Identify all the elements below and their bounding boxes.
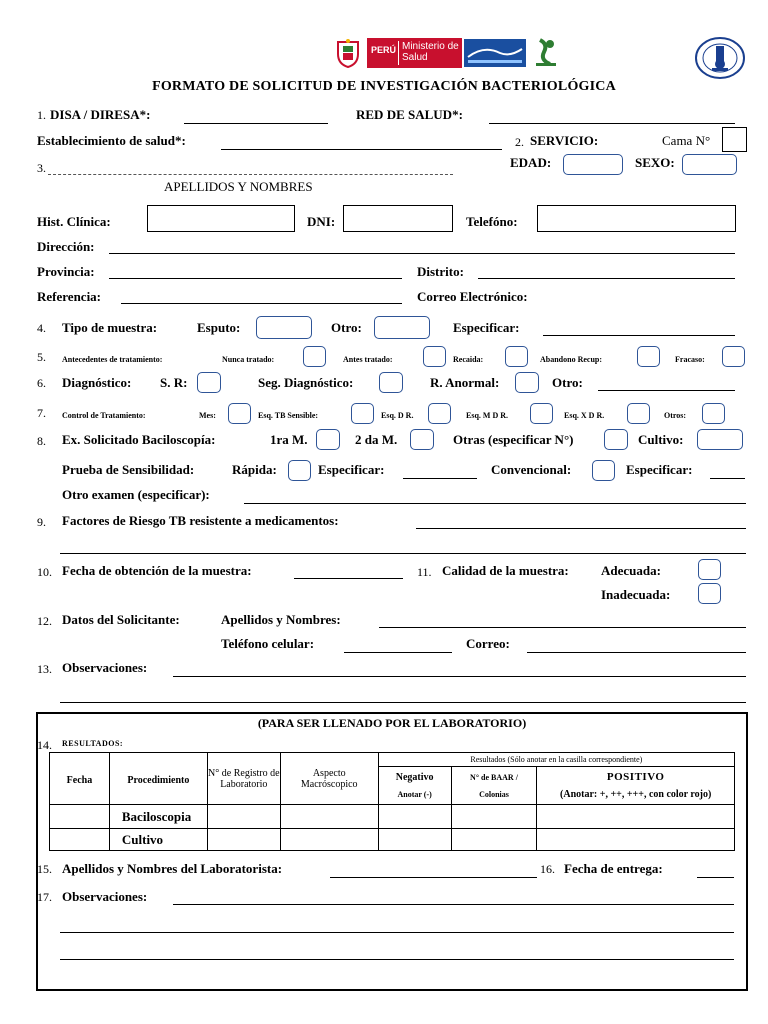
hist-clinica-field[interactable] bbox=[147, 205, 295, 232]
observaciones-label: Observaciones: bbox=[62, 660, 148, 675]
item-number-13: 13. bbox=[37, 662, 52, 676]
especificar-convencional-field[interactable] bbox=[710, 478, 745, 479]
fecha-obtencion-field[interactable] bbox=[294, 578, 403, 579]
factores-riesgo-label: Factores de Riesgo TB resistente a medicamentos: bbox=[62, 513, 339, 528]
fecha-cell[interactable] bbox=[50, 829, 110, 851]
correo-solicitante-field[interactable] bbox=[527, 652, 746, 653]
convencional-label: Convencional: bbox=[491, 462, 572, 477]
item-number-5: 5. bbox=[37, 350, 46, 364]
item-number-3: 3. bbox=[37, 161, 46, 175]
referencia-label: Referencia: bbox=[37, 289, 102, 304]
especificar-rapida-field[interactable] bbox=[403, 478, 477, 479]
col-negativo-header: Negativo Anotar (-) bbox=[378, 767, 451, 805]
esq-mdr-checkbox[interactable] bbox=[530, 403, 553, 424]
seg-diagnostico-checkbox[interactable] bbox=[379, 372, 403, 393]
otro-examen-field[interactable] bbox=[244, 503, 746, 504]
lab-observaciones-field-1[interactable] bbox=[173, 904, 734, 905]
laboratorista-field[interactable] bbox=[330, 877, 537, 878]
laboratorista-label: Apellidos y Nombres del Laboratorista: bbox=[62, 861, 283, 876]
direccion-field[interactable] bbox=[109, 253, 735, 254]
results-table bbox=[49, 752, 735, 851]
primera-muestra-label: 1ra M. bbox=[270, 432, 308, 447]
item-number-8: 8. bbox=[37, 434, 46, 448]
cultivo-checkbox[interactable] bbox=[697, 429, 743, 450]
otro-diagnostico-field[interactable] bbox=[598, 390, 735, 391]
esq-dr-checkbox[interactable] bbox=[428, 403, 451, 424]
item-number-9: 9. bbox=[37, 515, 46, 529]
otros-control-checkbox[interactable] bbox=[702, 403, 725, 424]
segunda-muestra-label: 2 da M. bbox=[355, 432, 398, 447]
diagnostico-label: Diagnóstico: bbox=[62, 375, 132, 390]
item-number-6: 6. bbox=[37, 376, 46, 390]
otro-muestra-checkbox[interactable] bbox=[374, 316, 430, 339]
sexo-label: SEXO: bbox=[635, 155, 675, 170]
item-number-14: 14. bbox=[37, 738, 52, 752]
calidad-muestra-label: Calidad de la muestra: bbox=[442, 563, 569, 578]
item-number-17: 17. bbox=[37, 890, 52, 904]
col-fecha-header: Fecha bbox=[50, 753, 110, 805]
fracaso-label: Fracaso: bbox=[675, 355, 705, 364]
establecimiento-label: Establecimiento de salud*: bbox=[37, 133, 186, 148]
recaida-label: Recaida: bbox=[453, 355, 484, 364]
negativo-cell[interactable] bbox=[378, 805, 451, 829]
item-number-1: 1. bbox=[37, 108, 46, 122]
correo-solicitante-label: Correo: bbox=[466, 636, 510, 651]
factores-riesgo-field-2[interactable] bbox=[60, 553, 746, 554]
observaciones-field-1[interactable] bbox=[173, 676, 746, 677]
rapida-checkbox[interactable] bbox=[288, 460, 311, 481]
primera-muestra-checkbox[interactable] bbox=[316, 429, 340, 450]
esq-dr-label: Esq. D R. bbox=[381, 411, 414, 420]
col-resultados-header: Resultados (Sólo anotar en la casilla correspondiente) bbox=[378, 753, 734, 767]
abandono-label: Abandono Recup: bbox=[540, 355, 603, 364]
col-aspecto-header: Aspecto Macróscopico bbox=[280, 753, 378, 805]
negativo-cell[interactable] bbox=[378, 829, 451, 851]
col-registro-header: N° de Registro de Laboratorio bbox=[207, 753, 280, 805]
item-number-7: 7. bbox=[37, 406, 46, 420]
esq-mdr-label: Esq. M D R. bbox=[466, 411, 509, 420]
esputo-checkbox[interactable] bbox=[256, 316, 312, 339]
table-row bbox=[50, 805, 735, 829]
esq-sensible-label: Esq. TB Sensible: bbox=[258, 411, 319, 420]
aspecto-cell[interactable] bbox=[280, 805, 378, 829]
laboratory-seal-logo bbox=[694, 36, 746, 80]
ministerio-de-salud-logo bbox=[367, 38, 462, 68]
servicio-label: SERVICIO: bbox=[530, 133, 599, 148]
item-number-10: 10. bbox=[37, 565, 52, 579]
tipo-muestra-label: Tipo de muestra: bbox=[62, 320, 158, 335]
fecha-cell[interactable] bbox=[50, 805, 110, 829]
datos-solicitante-label: Datos del Solicitante: bbox=[62, 612, 180, 627]
recaida-checkbox[interactable] bbox=[505, 346, 528, 367]
institution-logo bbox=[464, 39, 526, 67]
control-tratamiento-label: Control de Tratamiento: bbox=[62, 411, 146, 420]
resultados-label: RESULTADOS: bbox=[62, 739, 124, 748]
rapida-label: Rápida: bbox=[232, 462, 277, 477]
peru-label: PERÚ bbox=[371, 45, 397, 55]
sr-label: S. R: bbox=[160, 375, 188, 390]
item-number-15: 15. bbox=[37, 862, 52, 876]
antecedentes-label: Antecedentes de tratamiento: bbox=[62, 355, 163, 364]
disa-label: DISA / DIRESA*: bbox=[50, 107, 151, 122]
col-procedimiento-header: Procedimiento bbox=[109, 753, 207, 805]
especificar-convencional-label: Especificar: bbox=[626, 462, 693, 477]
col-baar-header: N° de BAAR / Colonias bbox=[451, 767, 537, 805]
item-number-11: 11. bbox=[417, 565, 432, 579]
lab-observaciones-field-3[interactable] bbox=[60, 959, 734, 960]
inadecuada-checkbox[interactable] bbox=[698, 583, 721, 604]
solicitante-nombres-field[interactable] bbox=[379, 627, 746, 628]
distrito-field[interactable] bbox=[478, 278, 735, 279]
item-number-4: 4. bbox=[37, 321, 46, 335]
patient-name-field[interactable] bbox=[48, 174, 453, 175]
seg-diagnostico-label: Seg. Diagnóstico: bbox=[258, 375, 354, 390]
otras-label: Otras (especificar N°) bbox=[453, 432, 574, 447]
nunca-tratado-label: Nunca tratado: bbox=[222, 355, 275, 364]
antes-tratado-label: Antes tratado: bbox=[343, 355, 393, 364]
observaciones-field-2[interactable] bbox=[60, 702, 746, 703]
item-number-2: 2. bbox=[515, 135, 524, 149]
lab-observaciones-field-2[interactable] bbox=[60, 932, 734, 933]
peru-shield-logo bbox=[334, 38, 362, 68]
otro-examen-label: Otro examen (especificar): bbox=[62, 487, 210, 502]
direccion-label: Dirección: bbox=[37, 239, 95, 254]
dni-label: DNI: bbox=[307, 214, 336, 229]
factores-riesgo-field-1[interactable] bbox=[416, 528, 746, 529]
hist-clinica-label: Hist. Clínica: bbox=[37, 214, 111, 229]
solicitante-nombres-label: Apellidos y Nombres: bbox=[221, 612, 341, 627]
positivo-cell[interactable] bbox=[537, 829, 735, 851]
disa-field[interactable] bbox=[184, 123, 328, 124]
establecimiento-field[interactable] bbox=[221, 149, 502, 150]
otras-checkbox[interactable] bbox=[604, 429, 628, 450]
prueba-sensibilidad-label: Prueba de Sensibilidad: bbox=[62, 462, 195, 477]
aspecto-cell[interactable] bbox=[280, 829, 378, 851]
edad-label: EDAD: bbox=[510, 155, 552, 170]
especificar-rapida-label: Especificar: bbox=[318, 462, 385, 477]
fecha-entrega-field[interactable] bbox=[697, 877, 734, 878]
r-anormal-label: R. Anormal: bbox=[430, 375, 500, 390]
procedimiento-cell: Cultivo bbox=[109, 829, 207, 851]
especificar-muestra-label: Especificar: bbox=[453, 320, 520, 335]
edad-field[interactable] bbox=[563, 154, 623, 175]
fecha-obtencion-label: Fecha de obtención de la muestra: bbox=[62, 563, 252, 578]
abandono-checkbox[interactable] bbox=[637, 346, 660, 367]
r-anormal-checkbox[interactable] bbox=[515, 372, 539, 393]
ex-solicitado-label: Ex. Solicitado Baciloscopía: bbox=[62, 432, 216, 447]
item-number-16: 16. bbox=[540, 862, 555, 876]
mes-checkbox[interactable] bbox=[228, 403, 251, 424]
referencia-field[interactable] bbox=[121, 303, 402, 304]
cama-field[interactable] bbox=[722, 127, 747, 152]
otro-muestra-label: Otro: bbox=[331, 320, 362, 335]
telefono-label: Telefóno: bbox=[466, 214, 518, 229]
esq-xdr-label: Esq. X D R. bbox=[564, 411, 605, 420]
baar-cell[interactable] bbox=[451, 805, 537, 829]
green-program-logo bbox=[532, 36, 560, 68]
red-salud-field[interactable] bbox=[489, 123, 735, 124]
ministerio-label: Ministerio de Salud bbox=[402, 41, 459, 63]
distrito-label: Distrito: bbox=[417, 264, 464, 279]
col-positivo-header: POSITIVO (Anotar: +, ++, +++, con color rojo) bbox=[537, 767, 735, 805]
telefono-field[interactable] bbox=[537, 205, 736, 232]
convencional-checkbox[interactable] bbox=[592, 460, 615, 481]
inadecuada-label: Inadecuada: bbox=[601, 587, 671, 602]
otro-diagnostico-label: Otro: bbox=[552, 375, 583, 390]
cama-label: Cama N° bbox=[662, 133, 711, 148]
correo-electronico-label: Correo Electrónico: bbox=[417, 289, 528, 304]
apellidos-nombres-caption: APELLIDOS Y NOMBRES bbox=[164, 179, 313, 194]
fracaso-checkbox[interactable] bbox=[722, 346, 745, 367]
cultivo-label: Cultivo: bbox=[638, 432, 684, 447]
form-title: FORMATO DE SOLICITUD DE INVESTIGACIÓN BACTERIOLÓGICA bbox=[152, 79, 616, 94]
sexo-field[interactable] bbox=[682, 154, 737, 175]
telefono-celular-label: Teléfono celular: bbox=[221, 636, 315, 651]
registro-cell[interactable] bbox=[207, 829, 280, 851]
laboratory-title: (PARA SER LLENADO POR EL LABORATORIO) bbox=[257, 716, 527, 730]
positivo-cell[interactable] bbox=[537, 805, 735, 829]
esq-sensible-checkbox[interactable] bbox=[351, 403, 374, 424]
lab-observaciones-label: Observaciones: bbox=[62, 889, 148, 904]
esputo-label: Esputo: bbox=[197, 320, 241, 335]
otros-control-label: Otros: bbox=[664, 411, 687, 420]
table-row bbox=[50, 829, 735, 851]
fecha-entrega-label: Fecha de entrega: bbox=[564, 861, 663, 876]
antes-tratado-checkbox[interactable] bbox=[423, 346, 446, 367]
especificar-muestra-field[interactable] bbox=[543, 335, 735, 336]
mes-label: Mes: bbox=[199, 411, 216, 420]
nunca-tratado-checkbox[interactable] bbox=[303, 346, 326, 367]
registro-cell[interactable] bbox=[207, 805, 280, 829]
segunda-muestra-checkbox[interactable] bbox=[410, 429, 434, 450]
baar-cell[interactable] bbox=[451, 829, 537, 851]
adecuada-label: Adecuada: bbox=[601, 563, 661, 578]
esq-xdr-checkbox[interactable] bbox=[627, 403, 650, 424]
sr-checkbox[interactable] bbox=[197, 372, 221, 393]
procedimiento-cell: Baciloscopia bbox=[109, 805, 207, 829]
red-salud-label: RED DE SALUD*: bbox=[356, 107, 463, 122]
dni-field[interactable] bbox=[343, 205, 453, 232]
provincia-field[interactable] bbox=[109, 278, 402, 279]
item-number-12: 12. bbox=[37, 614, 52, 628]
adecuada-checkbox[interactable] bbox=[698, 559, 721, 580]
provincia-label: Provincia: bbox=[37, 264, 95, 279]
telefono-celular-field[interactable] bbox=[344, 652, 452, 653]
